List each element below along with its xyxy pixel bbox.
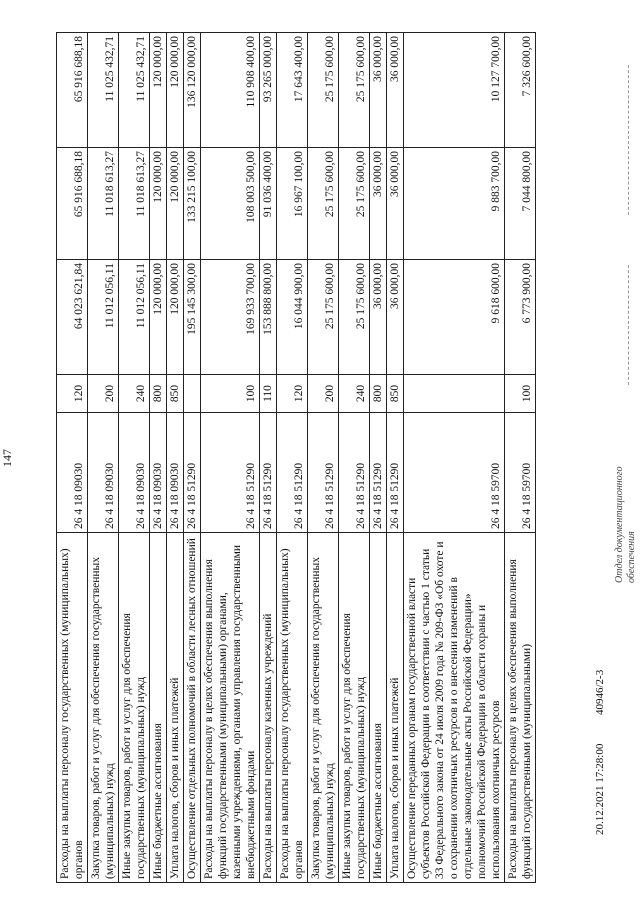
row-amount-2023: 9 883 700,00 [404,148,505,260]
row-expense-type: 240 [119,375,150,413]
row-description: Иные бюджетные ассигнования [150,533,167,883]
department-stamp: Отдел документационного обеспечения [614,466,637,583]
row-amount-2023: 25 175 600,00 [308,148,339,260]
row-amount-2023: 91 036 400,00 [260,148,277,260]
row-amount-2022: 195 145 300,00 [184,260,201,375]
table-row [201,33,260,883]
row-amount-2023: 11 018 613,27 [119,148,150,260]
row-amount-2023: 36 000,00 [370,148,387,260]
page-number: 147 [0,449,14,467]
table-row [370,33,387,883]
row-amount-2022: 9 618 600,00 [404,260,505,375]
table-row [260,33,277,883]
table-row [277,33,308,883]
footer-date: 20.12.2021 17:28:00 [594,743,606,835]
row-amount-2024: 120 000,00 [167,33,184,148]
row-amount-2024: 93 265 000,00 [260,33,277,148]
row-description: Уплата налогов, сборов и иных платежей [167,533,184,883]
row-target-code: 26 4 18 09030 [150,413,167,533]
row-description: Закупка товаров, работ и услуг для обеспечения государственных (муниципальных) нужд [308,533,339,883]
table-row [505,33,536,883]
table-row [57,33,88,883]
table-row [184,33,201,883]
table-row [404,33,505,883]
row-target-code: 26 4 18 09030 [88,413,119,533]
table-row [308,33,339,883]
signature-line [628,65,630,215]
row-amount-2024: 10 127 700,00 [404,33,505,148]
row-description: Осуществление переданных органам государственной власти субъектов Российской Федерации в соответствии с частью 1 статьи 33 Федерального закона от 24 июля 2009 года № 209-ФЗ «Об охоте и о сохранении охотничьих ресурсов и о внесении изменений в отдельные законодательные акты Российской Федерации» полномочий Российской Федерации в области охраны и использования охотничьих ресурсов [404,533,505,883]
budget-table [56,32,536,883]
row-amount-2023: 7 044 800,00 [505,148,536,260]
row-amount-2022: 25 175 600,00 [308,260,339,375]
row-amount-2023: 36 000,00 [387,148,404,260]
table-row [150,33,167,883]
row-target-code: 26 4 18 51290 [184,413,201,533]
row-expense-type: 120 [57,375,88,413]
row-amount-2022: 11 012 056,11 [88,260,119,375]
row-target-code: 26 4 18 09030 [167,413,184,533]
row-expense-type: 800 [150,375,167,413]
row-amount-2023: 25 175 600,00 [339,148,370,260]
row-amount-2023: 120 000,00 [167,148,184,260]
row-description: Иные закупки товаров, работ и услуг для обеспечения государственных (муниципальных) нужд [339,533,370,883]
row-amount-2022: 36 000,00 [387,260,404,375]
row-amount-2022: 11 012 056,11 [119,260,150,375]
row-amount-2022: 64 023 621,84 [57,260,88,375]
row-description: Уплата налогов, сборов и иных платежей [387,533,404,883]
row-target-code: 26 4 18 59700 [505,413,536,533]
row-description: Иные закупки товаров, работ и услуг для обеспечения государственных (муниципальных) нужд [119,533,150,883]
row-amount-2022: 36 000,00 [370,260,387,375]
row-amount-2022: 25 175 600,00 [339,260,370,375]
row-amount-2024: 110 908 400,00 [201,33,260,148]
row-amount-2023: 16 967 100,00 [277,148,308,260]
row-expense-type: 100 [201,375,260,413]
table-row [387,33,404,883]
row-description: Закупка товаров, работ и услуг для обеспечения государственных (муниципальных) нужд [88,533,119,883]
row-amount-2024: 36 000,00 [387,33,404,148]
row-expense-type: 240 [339,375,370,413]
row-description: Иные бюджетные ассигнования [370,533,387,883]
row-target-code: 26 4 18 51290 [277,413,308,533]
table-row [167,33,184,883]
row-amount-2022: 153 888 800,00 [260,260,277,375]
row-amount-2022: 120 000,00 [167,260,184,375]
row-description: Расходы на выплаты персоналу в целях обеспечения выполнения функций государственными (муниципальными) органами, казенными учреждениями, органами управления государственными внебюджетными фондами [201,533,260,883]
row-target-code: 26 4 18 09030 [119,413,150,533]
row-amount-2023: 133 215 100,00 [184,148,201,260]
row-amount-2022: 6 773 900,00 [505,260,536,375]
row-description: Расходы на выплаты персоналу казенных учреждений [260,533,277,883]
row-target-code: 26 4 18 51290 [339,413,370,533]
row-amount-2024: 7 326 600,00 [505,33,536,148]
row-expense-type: 200 [308,375,339,413]
row-target-code: 26 4 18 51290 [260,413,277,533]
row-expense-type: 850 [387,375,404,413]
row-amount-2024: 120 000,00 [150,33,167,148]
row-amount-2022: 169 933 700,00 [201,260,260,375]
row-amount-2024: 136 120 000,00 [184,33,201,148]
row-amount-2023: 108 003 500,00 [201,148,260,260]
row-target-code: 26 4 18 51290 [308,413,339,533]
row-amount-2024: 11 025 432,71 [119,33,150,148]
row-expense-type: 100 [505,375,536,413]
row-expense-type: 800 [370,375,387,413]
row-target-code: 26 4 18 59700 [404,413,505,533]
row-description: Расходы на выплаты персоналу в целях обеспечения выполнения функций государственными (муниципальными) [505,533,536,883]
table-row [88,33,119,883]
row-description: Расходы на выплаты персоналу государственных (муниципальных) органов [57,533,88,883]
row-expense-type: 850 [167,375,184,413]
row-description: Осуществление отдельных полномочий в области лесных отношений [184,533,201,883]
row-amount-2024: 25 175 600,00 [308,33,339,148]
signature-line [628,265,630,385]
row-amount-2024: 65 916 688,18 [57,33,88,148]
row-amount-2024: 17 643 400,00 [277,33,308,148]
row-expense-type: 200 [88,375,119,413]
row-amount-2022: 16 044 900,00 [277,260,308,375]
row-amount-2023: 65 916 688,18 [57,148,88,260]
table-row [119,33,150,883]
footer-doc-id: 40946/2-3 [594,669,606,715]
row-expense-type [184,375,201,413]
row-target-code: 26 4 18 51290 [370,413,387,533]
row-expense-type: 120 [277,375,308,413]
row-description: Расходы на выплаты персоналу государственных (муниципальных) органов [277,533,308,883]
row-expense-type [404,375,505,413]
row-target-code: 26 4 18 51290 [387,413,404,533]
row-target-code: 26 4 18 51290 [201,413,260,533]
row-amount-2024: 25 175 600,00 [339,33,370,148]
row-amount-2024: 36 000,00 [370,33,387,148]
row-amount-2023: 120 000,00 [150,148,167,260]
row-amount-2024: 11 025 432,71 [88,33,119,148]
row-amount-2023: 11 018 613,27 [88,148,119,260]
row-target-code: 26 4 18 09030 [57,413,88,533]
row-expense-type: 110 [260,375,277,413]
budget-table-body [57,33,536,883]
row-amount-2022: 120 000,00 [150,260,167,375]
table-row [339,33,370,883]
